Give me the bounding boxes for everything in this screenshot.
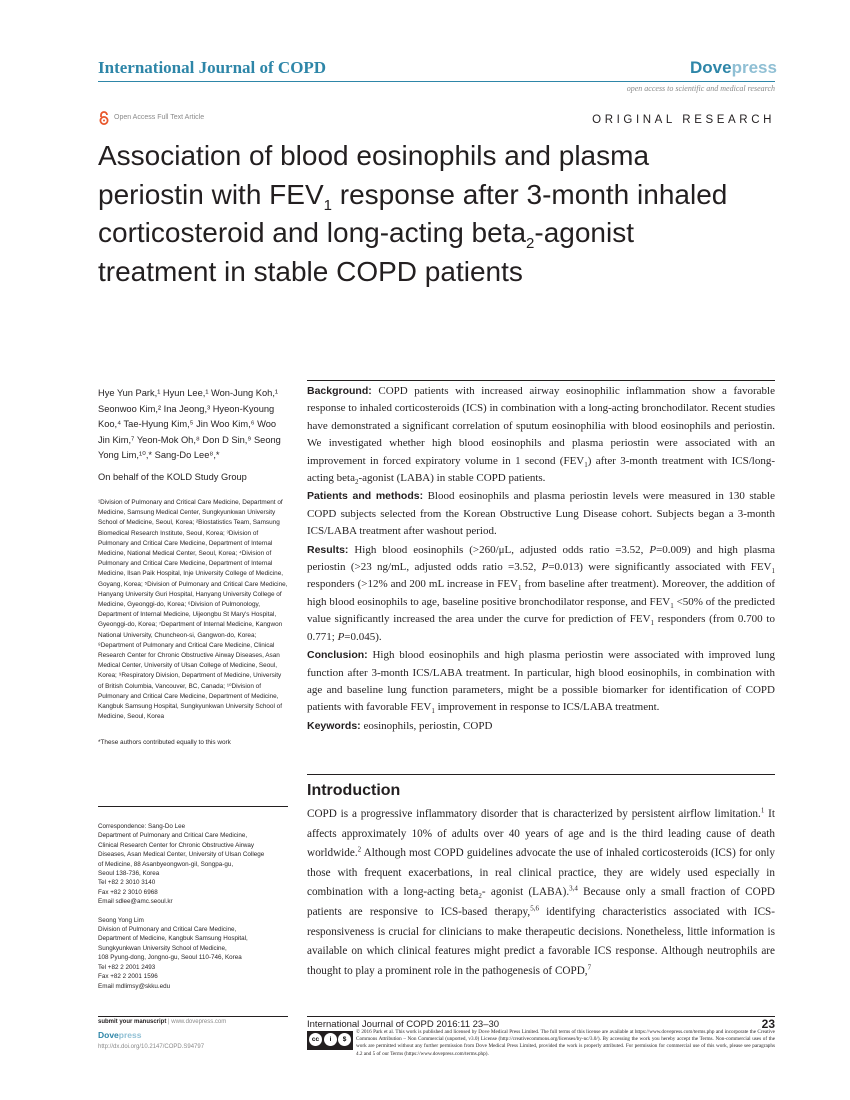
introduction-body: COPD is a progressive inflammatory disorder that is characterized by persistent airflow limitation.$^1$ It affects approximately 10% of adults over 40 years of age and is the third leading cause of death worldwide.$^2$ Although most COPD guidelines advocate the use of inhaled corticosteroids (ICS) for only those with frequent exacerbations, in real clinical practice, they are widely used especially in combination with a long-acting beta$_2$- agonist (LABA).$^{3,4}$ Because only a small fraction of COPD patients are responsive to ICS-based therapy,$^{5,6}$ identifying characteristics associated with ICS-responsiveness is crucial for clinicians to make therapeutic decisions. Nonetheless, little information is available on which clinical features might predict a favorable ICS response. Although neutrophils are thought to play a prominent role in the pathogenesis of COPD,$^7$ [307, 806, 776, 977]
submit-manuscript-link[interactable]: submit your manuscript | www.dovepress.com [98, 1019, 227, 1025]
abstract-top-divider [307, 380, 775, 381]
publisher-logo-dove: Dove [690, 58, 732, 77]
publisher-logo-press: press [731, 58, 777, 77]
abstract-methods: Patients and methods: Blood eosinophils and plasma periostin levels were measured in 130 stable COPD subjects selected from the Korean Obstructive Lung Disease cohort. Subjects began a 3-month ICS/LABA treatment after washout period. [307, 490, 775, 538]
correspondence-divider [98, 806, 288, 807]
abstract [307, 383, 775, 736]
reference-link[interactable]: 3,4 [569, 884, 578, 893]
reference-link[interactable]: 1 [760, 806, 765, 815]
open-access-lock-icon [98, 111, 110, 125]
author-column [98, 386, 288, 748]
cc-icon: cc [309, 1033, 322, 1046]
publisher-tagline: open access to scientific and medical research [626, 84, 775, 93]
footer-left-divider [98, 1016, 288, 1017]
correspondence [98, 822, 288, 1000]
footer-right-divider [307, 1016, 775, 1017]
doi-link[interactable]: http://dx.doi.org/10.2147/COPD.S94797 [98, 1044, 205, 1050]
reference-link[interactable]: 2 [357, 845, 362, 854]
publisher-logo[interactable] [690, 58, 777, 78]
footer-publisher-logo[interactable]: Dovepress [98, 1030, 142, 1040]
author-list: Hye Yun Park,¹ Hyun Lee,¹ Won-Jung Koh,¹ Seonwoo Kim,² Ina Jeong,³ Hyeon-Kyoung Koo,⁴ Tae-Hyung Kim,⁵ Jin Woo Kim,⁶ Woo Jin Kim,⁷ Yeon-Mok Oh,⁸ Don D Sin,⁹ Seong Yong Lim,¹⁰,* Sang-Do Lee⁸,* [98, 388, 281, 461]
reference-link[interactable]: 7 [587, 963, 592, 972]
abstract-bottom-divider [307, 774, 775, 775]
article-type: ORIGINAL RESEARCH [592, 114, 775, 126]
correspondence-email[interactable]: Email sdlee@amc.seoul.kr [98, 898, 173, 906]
article-title: Association of blood eosinophils and plasma periostin with $FEV_1$ response after 3-month inhaled corticosteroid and long-acting beta$_2$-agonist treatment in stable COPD patients [98, 140, 728, 287]
cc-noncommercial-icon: $ [338, 1033, 351, 1046]
correspondence-email-2[interactable]: Email mdlimsy@skku.edu [98, 982, 171, 990]
journal-title: International Journal of COPD [98, 58, 327, 77]
open-access-label: Open Access Full Text Article [114, 114, 205, 121]
creative-commons-license-badge[interactable] [307, 1031, 353, 1050]
license-text: © 2016 Park et al. This work is published and licensed by Dove Medical Press Limited. The full terms of this license are available at https://www.dovepress.com/terms.php and incorporate the Creative Commons Attribution – Non Commercial (unported, v3.0) License (http://creativecommons.org/licenses/by-nc/3.0/). By accessing the work you hereby accept the Terms. Non-commercial uses of the work are permitted without any further permission from Dove Medical Press Limited, provided the work is properly attributed. For permission for commercial use of this work, please see paragraphs 4.2 and 5 of our Terms (https://www.dovepress.com/terms.php). [356, 1029, 775, 1057]
correspondence-block-1: Correspondence: Sang-Do Lee Department of Pulmonary and Critical Care Medicine, Clinical Research Center for Chronic Obstructive Airway Diseases, Asan Medical Center, University of Ulsan College of Medicine, 88 Asanbyeongwon-gil, Songpa-gu, Seoul 138-736, Korea Tel +82 2 3010 3140 Fax +82 2 3010 6968 Email sdlee@amc.seoul.kr [98, 822, 288, 907]
study-group: On behalf of the KOLD Study Group [98, 471, 247, 482]
abstract-background: Background: COPD patients with increased airway eosinophilic inflammation show a favorable response to inhaled corticosteroids (ICS) in combination with a long-acting bronchodilator. Recent studies have demonstrated a significant correlation of sputum eosinophilia with blood eosinophils and periostin. We investigated whether high blood eosinophils and plasma periostin were associated with an improvement in forced expiratory volume in 1 second $(FEV_1)$ after 3-month treatment with ICS/long-acting beta$_2$-agonist (LABA) in stable COPD patients. [307, 385, 776, 487]
correspondence-block-2: Seong Yong Lim Division of Pulmonary and Critical Care Medicine, Department of Medicine, Kangbuk Samsung Hospital, Sungkyunkwan University School of Medicine, 108 Pyung-dong, Jongno-gu, Seoul 110-746, Korea Tel +82 2 2001 2493 Fax +82 2 2001 1596 Email mdlimsy@skku.edu [98, 916, 288, 991]
abstract-results: Results: High blood eosinophils (>260/μL, adjusted odds ratio =3.52, P=0.009) and high plasma periostin (>23 ng/mL, adjusted odds ratio =3.52, P=0.013) were significantly associated with $FEV_1$ responders (>12% and 200 mL increase in $FEV_1$ from baseline after treatment). Moreover, the addition of high blood eosinophils to age, baseline positive bronchodilator response, and $FEV_1 <50\%$ of the predicted value significantly increased the area under the curve for prediction of $FEV_1$ responders (from 0.700 to 0.771; P=0.045). [307, 543, 775, 643]
section-heading-introduction: Introduction [307, 782, 401, 799]
cc-by-icon: i [324, 1033, 337, 1046]
abstract-keywords: Keywords: eosinophils, periostin, COPD [307, 719, 493, 732]
journal-citation: International Journal of COPD 2016:11 23–30 [307, 1019, 500, 1030]
reference-link[interactable]: 5,6 [530, 904, 539, 913]
abstract-conclusion: Conclusion: High blood eosinophils and high plasma periostin were associated with improved lung function after 3-month ICS/LABA treatment. In particular, high blood eosinophils, in combination with age and baseline lung function parameters, might be a possible biomarker for identification of COPD patients with favorable $FEV_1$ improvement in response to ICS/LABA treatment. [307, 649, 775, 716]
affiliations: ¹Division of Pulmonary and Critical Care Medicine, Department of Medicine, Samsung Medical Center, Sungkyunkwan University School of Medicine, Seoul, Korea; ²Biostatistics Team, Samsung Biomedical Research Institute, Seoul, Korea; ³Division of Pulmonary and Critical Care Medicine, Department of Internal Medicine, National Medical Center, Seoul, Korea; ⁴Division of Pulmonary and Critical Care Medicine, Department of Internal Medicine, Ilsan Paik Hospital, Inje University College of Medicine, Goyang, Korea; ⁵Division of Pulmonary and Critical Care Medicine, Hanyang University Guri Hospital, Hanyang University College of Medicine, Gyeonggi-do, Korea; ⁶Division of Pulmonology, Department of Internal Medicine, Uijeongbu St Mary's Hospital, Gyeonggi-do, Korea; ⁷Department of Internal Medicine, Kangwon National University, Chuncheon-si, Gangwon-do, Korea; ⁸Department of Pulmonary and Critical Care Medicine, Clinical Research Center for Chronic Obstructive Airway Diseases, Asan Medical Center, University of Ulsan College of Medicine, Seoul, Korea; ⁹Respiratory Division, Department of Medicine, University of British Columbia, Vancouver, BC, Canada; ¹⁰Division of Pulmonary and Critical Care Medicine, Department of Medicine, Kangbuk Samsung Hospital, Sungkyunkwan University School of Medicine, Seoul, Korea [98, 498, 288, 721]
header-divider [98, 81, 775, 82]
equal-contribution-note: *These authors contributed equally to this work [98, 739, 231, 747]
page-number: 23 [761, 1017, 775, 1031]
